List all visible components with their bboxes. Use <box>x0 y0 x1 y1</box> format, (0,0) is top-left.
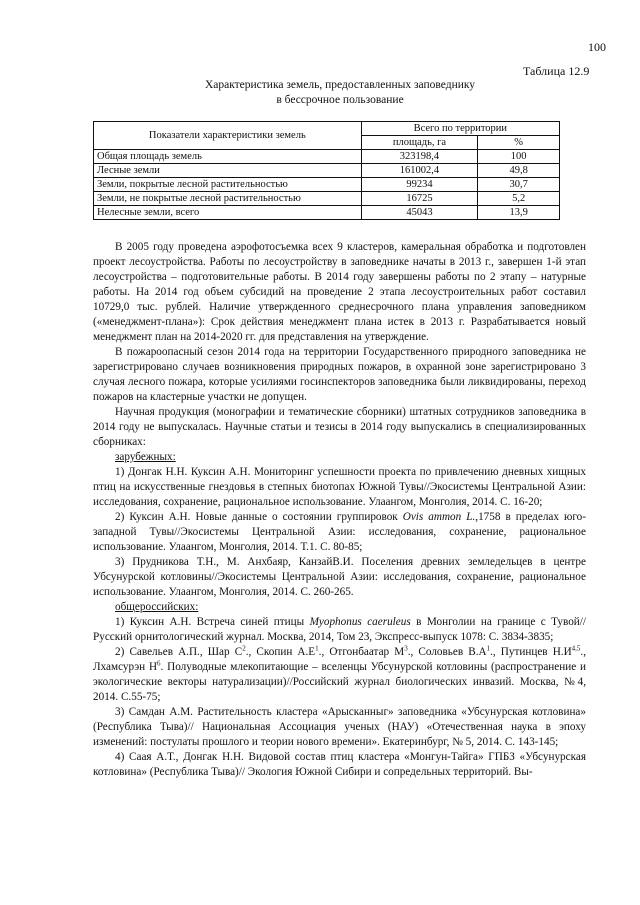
row-name: Нелесные земли, всего <box>94 206 362 220</box>
row-percent: 49,8 <box>478 164 560 178</box>
row-name: Общая площадь земель <box>94 150 362 164</box>
table-row <box>94 192 560 206</box>
table-title-line-2: в бессрочное пользование <box>276 94 404 106</box>
row-name: Земли, не покрытые лесной растительностью <box>94 192 362 206</box>
ref-text: ., Соловьев В.А <box>407 646 487 658</box>
paragraph-fire-season: В пожароопасный сезон 2014 года на территории Государственного природного заповедника не зарегистрировано случаев возникновения природных пожаров, в охранной зоне зарегистрировано 3 случая лесного пожара, которые усилиями госинспекторов заповедника были ликвидированы, переход пожаров на кластерные участки не допущен. <box>93 346 586 403</box>
body-text <box>93 240 586 780</box>
ref-text: ., Лхамсурэн Н <box>93 646 586 673</box>
table-row <box>94 206 560 220</box>
reference-item: 3) Самдан А.М. Растительность кластера «Арысканныг» заповедника «Убсунурская котловина» (Республика Тыва)// Национальная Ассоциация ученых (НАУ) «Отечественная наука в эпоху изменений: постулаты прошлого и теории нового времени». Екатеринбург, № 5, 2014. С. 143-145; <box>93 706 586 748</box>
header-area: площадь, га <box>361 136 478 150</box>
affiliation-sup: 2 <box>242 644 246 653</box>
ref-text: ., Скопин А.Е <box>245 646 316 658</box>
table-row <box>94 150 560 164</box>
ref-text: 1) Куксин А.Н. Встреча синей птицы <box>115 616 310 628</box>
affiliation-sup: 4,5 <box>571 644 581 653</box>
header-total: Всего по территории <box>361 122 559 136</box>
row-name: Земли, покрытые лесной растительностью <box>94 178 362 192</box>
affiliation-sup: 1 <box>486 644 491 653</box>
ref-text: . Полуводные млекопитающие – вселенцы Убсунурской котловины (распространение и экологические векторы натурализации)//Российский журнал биологических инвазий. Москва, №4, 2014. С.55-75; <box>93 661 586 703</box>
species-name: Myophonus caeruleus <box>309 616 411 628</box>
affiliation-sup: 6 <box>157 659 161 668</box>
reference-item <box>93 645 586 705</box>
row-area: 16725 <box>361 192 478 206</box>
row-area: 99234 <box>361 178 478 192</box>
table-title <box>120 78 560 108</box>
ref-text: ., Отгонбаатар М <box>318 646 405 658</box>
reference-item <box>93 510 586 555</box>
reference-item: 1) Донгак Н.Н. Куксин А.Н. Мониторинг успешности проекта по привлечению дневных хищных птиц на искусственные гнездовья в степных биотопах Южной Тувы//Экосистемы Центральной Азии: исследования, сохранение, рациональное использование. Улаангом, Монголия, 2014. С. 16-20; <box>93 466 586 508</box>
section-heading-russian <box>93 600 586 615</box>
row-area: 161002,4 <box>361 164 478 178</box>
species-name: Ovis ammon L. <box>402 511 476 523</box>
page-number: 100 <box>588 40 606 54</box>
row-percent: 13,9 <box>478 206 560 220</box>
paragraph-scientific-output: Научная продукция (монографии и тематические сборники) штатных сотрудников заповедника в 2014 году не выпускалась. Научные статьи и тезисы в 2014 году выпускались в специализированных сборниках: <box>93 406 586 448</box>
section-foreign-label: зарубежных: <box>115 451 176 463</box>
ref-text: в Монголии на границе с Тувой//Русский орнитологический журнал. Москва, 2014, Том 23, Экспресс-выпуск 1078: С. 3834-3835; <box>93 616 587 643</box>
table-label: Таблица 12.9 <box>523 64 590 78</box>
land-table <box>93 121 560 220</box>
table-row <box>94 164 560 178</box>
row-percent: 100 <box>478 150 560 164</box>
ref-text: 2) Савельев А.П., Шар С <box>115 646 243 658</box>
row-area: 45043 <box>361 206 478 220</box>
reference-item: 3) Прудникова Т.Н., М. Анхбаяр, КанзайВ.И. Поселения древних земледельцев в центре Убсунурской котловины//Экосистемы Центральной Азии: исследования, сохранение, рациональное использование. Улаангом, Монголия, 2014. С. 260-265. <box>93 556 586 598</box>
reference-item <box>93 615 586 645</box>
section-heading-foreign <box>93 450 586 465</box>
header-percent: % <box>478 136 560 150</box>
affiliation-sup: 1 <box>315 644 319 653</box>
reference-item: 4) Саая А.Т., Донгак Н.Н. Видовой состав птиц кластера «Монгун-Тайга» ГПБЗ «Убсунурская котловина» (Республика Тыва)// Экология Южной Сибири и сопредельных территорий. Вы- <box>93 751 586 778</box>
row-percent: 30,7 <box>478 178 560 192</box>
header-indicator: Показатели характеристики земель <box>94 122 362 150</box>
row-area: 323198,4 <box>361 150 478 164</box>
table-title-line-1: Характеристика земель, предоставленных заповеднику <box>204 79 476 91</box>
row-name: Лесные земли <box>94 164 362 178</box>
row-percent: 5,2 <box>478 192 560 206</box>
paragraph-aerial-survey: В 2005 году проведена аэрофотосъемка всех 9 кластеров, камеральная обработка и подготовлен проект лесоустройства. Работы по лесоустройству в заповеднике начаты в 2013 г., завершен 1-й этап лесоустройства – подготовительные работы. В 2014 году завершены работы по 2 этапу – натурные работы. На 2014 год объем субсидий на проведение 2 этапа лесоустроительных работ составил 10729,0 тыс. рублей. Наличие утвержденного среднесрочного плана управления заповедником («менеджмент-плана»): Срок действия менеджмент плана истек в 2013 г. Разрабатывается новый менеджмент план на 2014-2020 гг. для представления на утверждение. <box>93 241 586 343</box>
ref-text: ,1758 в пределах юго-западной Тувы//Экосистемы Центральной Азии: исследования, сохранение, рациональное использование. Улаангом, Монголия, 2014. Т.1. С. 80-85; <box>93 511 586 553</box>
ref-text: 2) Куксин А.Н. Новые данные о состоянии группировок <box>115 511 403 523</box>
section-russian-label: общероссийских: <box>115 601 199 613</box>
affiliation-sup: 3 <box>404 644 408 653</box>
ref-text: ., Путинцев Н.И <box>490 646 572 658</box>
table-row <box>94 178 560 192</box>
